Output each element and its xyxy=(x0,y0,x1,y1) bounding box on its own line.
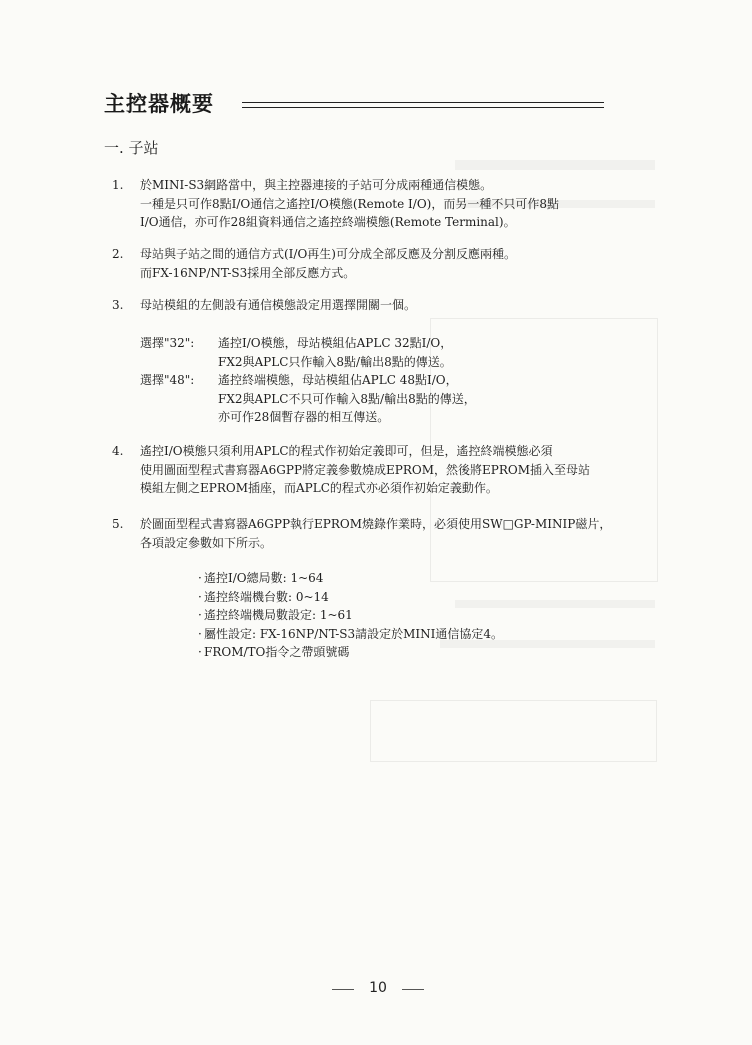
item-line: 遙控I/O模態只須利用APLC的程式作初始定義即可，但是，遙控終端模態必須 xyxy=(140,444,553,458)
item-line: 於MINI-S3網路當中，與主控器連接的子站可分成兩種通信模態。 xyxy=(140,178,493,192)
bullet-item xyxy=(198,643,503,662)
selector-line: 遙控I/O模態，母站模組佔APLC 32點I/O， xyxy=(218,336,453,350)
bleed-through-mark xyxy=(455,160,655,170)
item-line: 各項設定參數如下所示。 xyxy=(140,535,273,550)
bullet-text: 遙控I/O總局數: 1~64 xyxy=(204,571,324,585)
title-double-rule xyxy=(242,102,604,108)
item-number: 3. xyxy=(112,298,124,312)
item-line: 一種是只可作8點I/O通信之遙控I/O模態(Remote I/O)，而另一種不只可作8點 xyxy=(140,196,559,211)
item-line: 模組左側之EPROM插座，而APLC的程式亦必須作初始定義動作。 xyxy=(140,481,498,495)
bleed-through-table xyxy=(370,700,657,762)
item-line: 母站模組的左側設有通信模態設定用選擇開關一個。 xyxy=(140,298,417,312)
bullet-text: 遙控終端機局數設定: 1~61 xyxy=(204,608,353,622)
item-number: 1. xyxy=(112,178,124,192)
bullet-item xyxy=(198,625,503,644)
page-title: 主控器概要 xyxy=(104,92,214,116)
bullet-dot-icon: · xyxy=(198,645,202,659)
title-row xyxy=(104,88,604,118)
footer-dash-right xyxy=(402,989,424,990)
selector-label: 選擇"32": xyxy=(140,336,195,350)
page-number: 10 xyxy=(369,980,387,996)
bullet-text: FROM/TO指令之帶頭號碼 xyxy=(204,645,350,659)
bullet-item xyxy=(198,606,503,625)
bullet-dot-icon: · xyxy=(198,608,202,622)
bullet-text: 屬性設定: FX-16NP/NT-S3請設定於MINI通信協定4。 xyxy=(204,626,504,641)
item-line: 而FX-16NP/NT-S3採用全部反應方式。 xyxy=(140,265,356,280)
bullet-dot-icon: · xyxy=(198,571,202,585)
selector-line: 遙控終端模態，母站模組佔APLC 48點I/O， xyxy=(218,373,458,387)
item-line: I/O通信，亦可作28組資料通信之遙控終端模態(Remote Terminal)。 xyxy=(140,215,516,229)
bullet-item xyxy=(198,588,503,607)
item-number: 4. xyxy=(112,444,124,458)
bullet-dot-icon: · xyxy=(198,626,202,641)
selector-line: FX2與APLC只作輸入8點/輸出8點的傳送。 xyxy=(218,354,452,369)
item-number: 5. xyxy=(112,517,124,531)
selector-line: 亦可作28個暫存器的相互傳送。 xyxy=(218,410,390,424)
item-line: 使用圖面型程式書寫器A6GPP將定義參數燒成EPROM，然後將EPROM插入至母站 xyxy=(140,462,591,477)
selector-label: 選擇"48": xyxy=(140,373,195,387)
item-line: 母站與子站之間的通信方式(I/O再生)可分成全部反應及分割反應兩種。 xyxy=(140,247,516,261)
item-line: 於圖面型程式書寫器A6GPP執行EPROM燒錄作業時，必須使用SW□GP-MINIP磁片， xyxy=(140,517,612,531)
footer-dash-left xyxy=(332,989,354,990)
settings-bullet-list xyxy=(198,569,503,662)
bullet-dot-icon: · xyxy=(198,589,202,604)
item-number: 2. xyxy=(112,247,124,261)
section-heading: 一. 子站 xyxy=(104,139,159,157)
selector-line: FX2與APLC不只可作輸入8點/輸出8點的傳送， xyxy=(218,391,476,406)
bullet-item xyxy=(198,569,503,588)
bullet-text: 遙控終端機台數: 0~14 xyxy=(204,589,329,604)
page-footer xyxy=(0,980,752,1000)
